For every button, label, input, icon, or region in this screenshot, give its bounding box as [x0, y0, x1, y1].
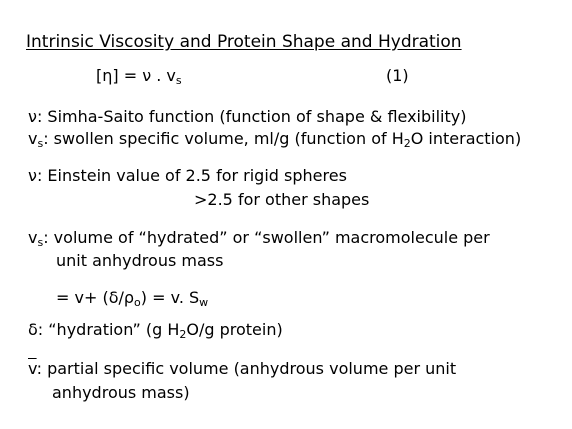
equation-1-text: [η] = ν . v [96, 66, 176, 85]
nu-einstein-line1: ν: Einstein value of 2.5 for rigid spheres [28, 166, 347, 185]
delta-text: δ: “hydration” (g H [28, 320, 180, 339]
s-subscript: w [199, 296, 209, 309]
equation-1 [96, 66, 182, 86]
equation-1-number: (1) [386, 66, 409, 85]
vbar-text: : partial specific volume (anhydrous volume per unit [36, 359, 457, 378]
vs-subscript: s [37, 137, 44, 150]
vbar-symbol: $\overline{v}$ [28, 359, 37, 378]
vs-volume-subscript: s [37, 236, 44, 249]
nu-definition: ν: Simha-Saito function (function of shape & flexibility) [28, 107, 467, 126]
vs-definition-tail: O interaction) [410, 129, 522, 148]
rho-subscript: o [134, 296, 141, 309]
equation-2-part2: + (δ/ρ [83, 288, 135, 307]
vs-definition-text: : swollen specific volume, ml/g (function of H [43, 129, 404, 148]
vs-volume-line1 [28, 228, 490, 248]
vbar-definition-line1 [28, 359, 456, 379]
vs-volume-text: : volume of “hydrated” or “swollen” macromolecule per [43, 228, 490, 247]
h2o-subscript: 2 [403, 137, 411, 150]
nu-einstein-line2: >2.5 for other shapes [194, 190, 370, 209]
equation-2 [56, 288, 208, 308]
equation-1-subscript: s [175, 74, 182, 87]
page-title: Intrinsic Viscosity and Protein Shape and Hydration [26, 32, 462, 52]
vs-symbol: v [28, 129, 38, 148]
equation-2-part4: . S [178, 288, 200, 307]
delta-h2o-subscript: 2 [179, 328, 187, 341]
vs-definition [28, 129, 521, 149]
equation-2-part3: ) = v [140, 288, 179, 307]
equation-2-part1: = v [56, 288, 84, 307]
vs-volume-line2: unit anhydrous mass [56, 251, 224, 270]
delta-tail: O/g protein) [186, 320, 283, 339]
vbar-definition-line2: anhydrous mass) [52, 383, 190, 402]
vs-volume-symbol: v [28, 228, 38, 247]
delta-definition [28, 320, 283, 340]
